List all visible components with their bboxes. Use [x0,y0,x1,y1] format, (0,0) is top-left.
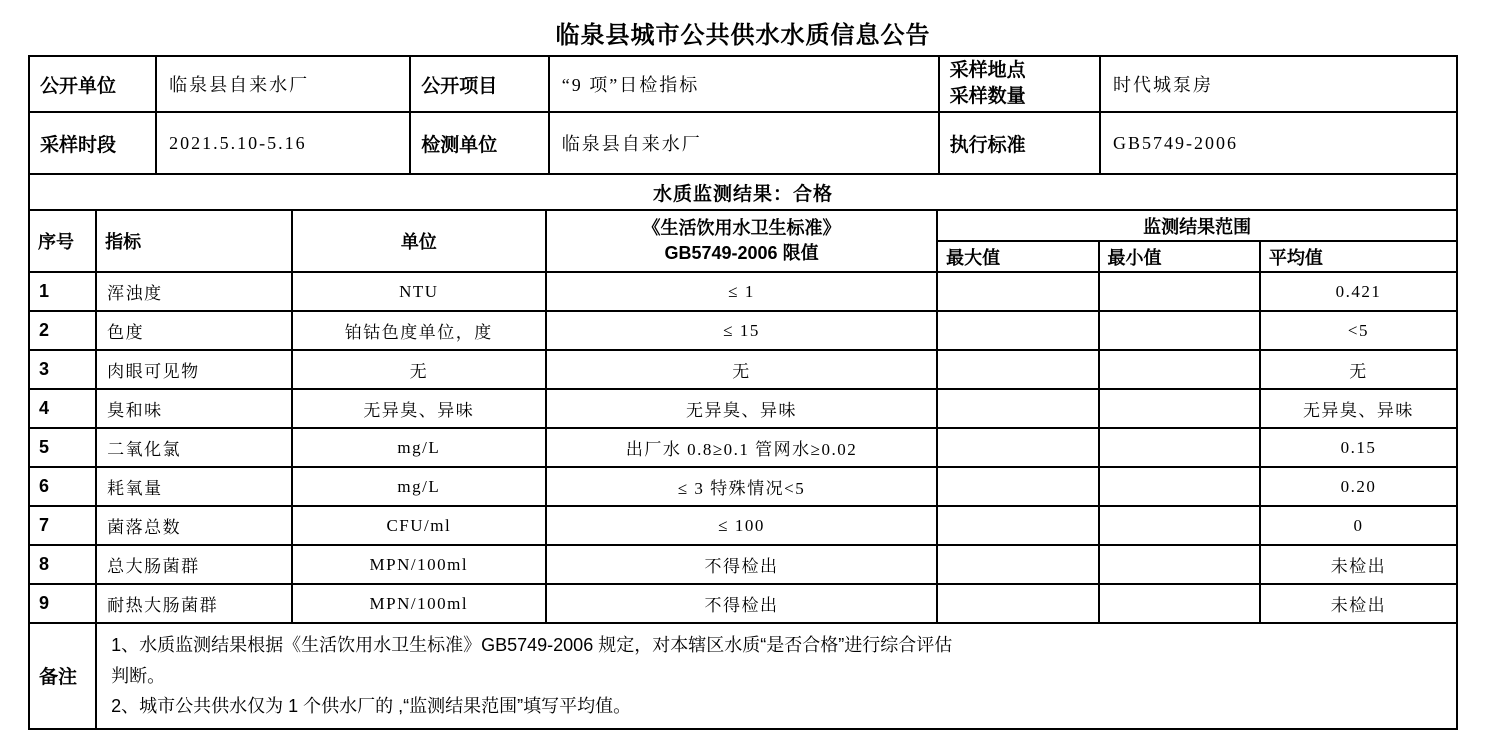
row-limit: 出厂水 0.8≥0.1 管网水≥0.02 [546,428,937,467]
row-max [937,350,1098,389]
remarks-label: 备注 [29,623,96,729]
testing-unit-value: 临泉县自来水厂 [549,112,939,174]
standard-value: GB5749-2006 [1100,112,1457,174]
row-avg: 未检出 [1260,545,1457,584]
remarks-table [28,622,1458,730]
row-indicator: 二氧化氯 [96,428,292,467]
public-unit-label: 公开单位 [29,56,156,112]
row-limit: 不得检出 [546,545,937,584]
row-max [937,545,1098,584]
row-limit: ≤ 3 特殊情况<5 [546,467,937,506]
row-max [937,428,1098,467]
header-row-1 [29,210,1457,241]
row-min [1099,389,1260,428]
table-row [29,428,1457,467]
table-row [29,584,1457,623]
row-limit: ≤ 15 [546,311,937,350]
row-limit: 不得检出 [546,584,937,623]
row-min [1099,545,1260,584]
row-no: 4 [29,389,96,428]
row-no: 7 [29,506,96,545]
table-row [29,389,1457,428]
row-no: 2 [29,311,96,350]
sampling-site-value: 时代城泵房 [1100,56,1457,112]
row-indicator: 菌落总数 [96,506,292,545]
row-limit: 无异臭、异味 [546,389,937,428]
header-limit [546,210,937,272]
info-table [28,55,1458,175]
header-max: 最大值 [937,241,1098,272]
public-unit-value: 临泉县自来水厂 [156,56,410,112]
row-unit: CFU/ml [292,506,546,545]
row-indicator: 臭和味 [96,389,292,428]
row-max [937,272,1098,311]
row-indicator: 色度 [96,311,292,350]
row-unit: mg/L [292,467,546,506]
row-avg: 0.421 [1260,272,1457,311]
row-avg: 0.20 [1260,467,1457,506]
table-row [29,272,1457,311]
sampling-period-label: 采样时段 [29,112,156,174]
page-title: 临泉县城市公共供水水质信息公告 [555,22,931,49]
row-unit: 无异臭、异味 [292,389,546,428]
row-min [1099,272,1260,311]
row-max [937,506,1098,545]
row-min [1099,467,1260,506]
row-max [937,584,1098,623]
row-avg: 未检出 [1260,584,1457,623]
row-min [1099,584,1260,623]
remark-line-2: 判断。 [111,665,166,686]
table-row [29,545,1457,584]
row-avg: 0.15 [1260,428,1457,467]
header-limit-line2: GB5749-2006 限值 [664,243,819,263]
row-unit: NTU [292,272,546,311]
info-row-1 [29,56,1457,112]
row-limit: ≤ 100 [546,506,937,545]
row-min [1099,506,1260,545]
table-row [29,467,1457,506]
header-no: 序号 [29,210,96,272]
table-row [29,350,1457,389]
public-project-value: “9 项”日检指标 [549,56,939,112]
sampling-site-count-label [939,56,1100,112]
row-min [1099,311,1260,350]
row-no: 5 [29,428,96,467]
table-row [29,506,1457,545]
row-unit: mg/L [292,428,546,467]
header-range: 监测结果范围 [937,210,1457,241]
row-avg: 无 [1260,350,1457,389]
row-indicator: 肉眼可见物 [96,350,292,389]
row-no: 9 [29,584,96,623]
sampling-site-label-line: 采样地点 [949,60,1026,82]
result-banner: 水质监测结果：合格 [28,173,1458,211]
header-limit-line1: 《生活饮用水卫生标准》 [642,217,841,238]
row-max [937,467,1098,506]
row-no: 8 [29,545,96,584]
indicators-table [28,209,1458,624]
row-no: 1 [29,272,96,311]
testing-unit-label: 检测单位 [410,112,549,174]
row-indicator: 浑浊度 [96,272,292,311]
row-no: 3 [29,350,96,389]
row-unit: 无 [292,350,546,389]
row-indicator: 耗氧量 [96,467,292,506]
row-limit: ≤ 1 [546,272,937,311]
row-limit: 无 [546,350,937,389]
row-unit: MPN/100ml [292,545,546,584]
row-no: 6 [29,467,96,506]
standard-label: 执行标准 [939,112,1100,174]
row-indicator: 耐热大肠菌群 [96,584,292,623]
remarks-content [96,623,1457,729]
table-row [29,311,1457,350]
header-avg: 平均值 [1260,241,1457,272]
row-max [937,311,1098,350]
remarks-row [29,623,1457,729]
info-row-2 [29,112,1457,174]
row-avg: 0 [1260,506,1457,545]
remark-line-3: 2、城市公共供水仅为 1 个供水厂的 ,“监测结果范围”填写平均值。 [111,696,632,717]
row-avg: <5 [1260,311,1457,350]
row-unit: MPN/100ml [292,584,546,623]
header-indicator: 指标 [96,210,292,272]
row-avg: 无异臭、异味 [1260,389,1457,428]
sampling-period-value: 2021.5.10-5.16 [156,112,410,174]
header-unit: 单位 [292,210,546,272]
row-indicator: 总大肠菌群 [96,545,292,584]
row-min [1099,350,1260,389]
public-project-label: 公开项目 [410,56,549,112]
sampling-count-label-line: 采样数量 [949,86,1026,107]
row-unit: 铂钴色度单位，度 [292,311,546,350]
remark-line-1: 1、水质监测结果根据《生活饮用水卫生标准》GB5749-2006 规定，对本辖区水质“是否合格”进行综合评估 [111,635,953,655]
header-min: 最小值 [1099,241,1260,272]
row-max [937,389,1098,428]
row-min [1099,428,1260,467]
table-wrapper [28,55,1458,730]
